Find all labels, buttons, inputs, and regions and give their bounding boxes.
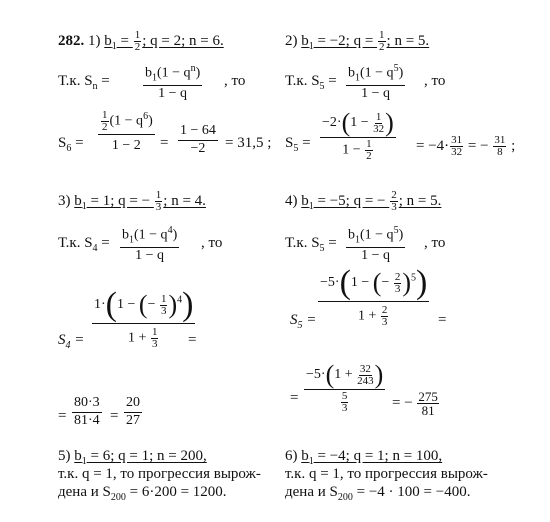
problem-6-header bbox=[285, 448, 442, 467]
p3-final-eq2: = bbox=[110, 408, 119, 424]
p1-intro: Т.к. $S_n$ = bbox=[58, 73, 110, 92]
p2-to: , то bbox=[424, 73, 446, 89]
p4-s-label: $S_5$ = bbox=[290, 312, 317, 331]
p5-line2: т.к. q = 1, то прогрессия вырож- bbox=[58, 466, 261, 482]
p3-formula: $\frac{b_1(1 - q^4)}{1 - q}$ bbox=[122, 225, 178, 263]
p5-label: 5) bbox=[58, 448, 71, 464]
p4-calc-fraction: −5·(1 − (− $\frac{2}{3}$ )$^5$) 1 + $\frac{2}{3}$ bbox=[320, 264, 428, 328]
p3-intro: Т.к. $S_4$ = bbox=[58, 235, 110, 254]
p6-given: $b_1 = -4$; q = 1; n = 100, bbox=[301, 448, 443, 467]
p1-to: , то bbox=[224, 73, 246, 89]
problem-2-header bbox=[285, 30, 429, 53]
problem-1-header bbox=[58, 30, 224, 53]
p4-to: , то bbox=[424, 235, 446, 251]
p4-intro: Т.к. $S_5$ = bbox=[285, 235, 337, 254]
p4-eq: = bbox=[438, 312, 447, 328]
p3-eq: = bbox=[188, 332, 197, 348]
p6-label: 6) bbox=[285, 448, 298, 464]
p3-given: $b_1 = 1$; q = − $\frac{1}{3}$ ; n = 4. bbox=[74, 189, 206, 213]
problem-5-header bbox=[58, 448, 207, 467]
p4-calc2-fraction: −5·(1 + $\frac{32}{243}$ ) $\frac{5}{3}$ bbox=[306, 360, 384, 414]
p1-label: 1) bbox=[88, 32, 101, 49]
p4-final: = − $\frac{275}{81}$ bbox=[392, 389, 438, 418]
problem-4-header bbox=[285, 190, 441, 213]
p1-s-label: $S_6$ = bbox=[58, 135, 84, 154]
p2-label: 2) bbox=[285, 32, 298, 49]
p6-line2: т.к. q = 1, то прогрессия вырож- bbox=[285, 466, 488, 482]
p1-given: $b_1$ = $\frac{1}{2}$ ; q = 2; n = 6. bbox=[104, 29, 224, 53]
p4-formula: $\frac{b_1(1 - q^5)}{1 - q}$ bbox=[348, 225, 404, 263]
p3-final-fraction-2: $\frac{20}{27}$ bbox=[126, 395, 140, 428]
p1-calc-fraction: $\frac{1}{2}$ $(1 - q^6)$ 1 − 2 bbox=[98, 110, 155, 154]
p2-formula: $\frac{b_1(1 - q^5)}{1 - q}$ bbox=[348, 63, 404, 101]
p5-line3: дена и $S_{200} = 6\cdot 200 = 1200$. bbox=[58, 484, 227, 503]
p2-given: $b_1 = -2$; q = $\frac{1}{2}$ ; n = 5. bbox=[301, 29, 430, 53]
p3-final-fraction-1: $\frac{80\cdot 3}{81\cdot 4}$ bbox=[74, 395, 100, 428]
p2-result: = −4· $\frac{31}{32}$ = − $\frac{31}{8}$ ; bbox=[416, 134, 516, 158]
p4-calc2-eq: = bbox=[290, 390, 299, 406]
p3-calc-fraction: 1·(1 − (− $\frac{1}{3}$ )$^4$) 1 + $\frac{1}{3}$ bbox=[94, 286, 194, 350]
p4-label: 4) bbox=[285, 192, 298, 209]
p3-final-eq: = bbox=[58, 408, 67, 424]
p3-s-label: $S_4$ = bbox=[58, 332, 85, 351]
problem-number: 282. bbox=[58, 32, 85, 49]
p1-result: = 31,5 ; bbox=[225, 135, 272, 151]
p1-eq1: = bbox=[160, 135, 169, 151]
p3-label: 3) bbox=[58, 192, 71, 209]
p1-mid-fraction: $\frac{1 - 64}{-2}$ bbox=[180, 123, 216, 156]
p1-formula: $\frac{b_1(1 - q^n)}{1 - q}$ bbox=[145, 63, 201, 101]
p5-given: $b_1 = 6$; q = 1; n = 200, bbox=[74, 448, 207, 467]
p2-intro: Т.к. $S_5$ = bbox=[285, 73, 337, 92]
p2-calc-fraction: −2·(1 − $\frac{1}{32}$ ) 1 − $\frac{1}{2}$ bbox=[322, 108, 394, 162]
p2-s-label: $S_5$ = bbox=[285, 135, 311, 154]
p3-to: , то bbox=[201, 235, 223, 251]
problem-3-header bbox=[58, 190, 206, 213]
p4-given: $b_1 = -5$; q = − $\frac{2}{3}$ ; n = 5. bbox=[301, 189, 442, 213]
p6-line3: дена и $S_{200} = -4 \cdot 100 = -400$. bbox=[285, 484, 471, 503]
